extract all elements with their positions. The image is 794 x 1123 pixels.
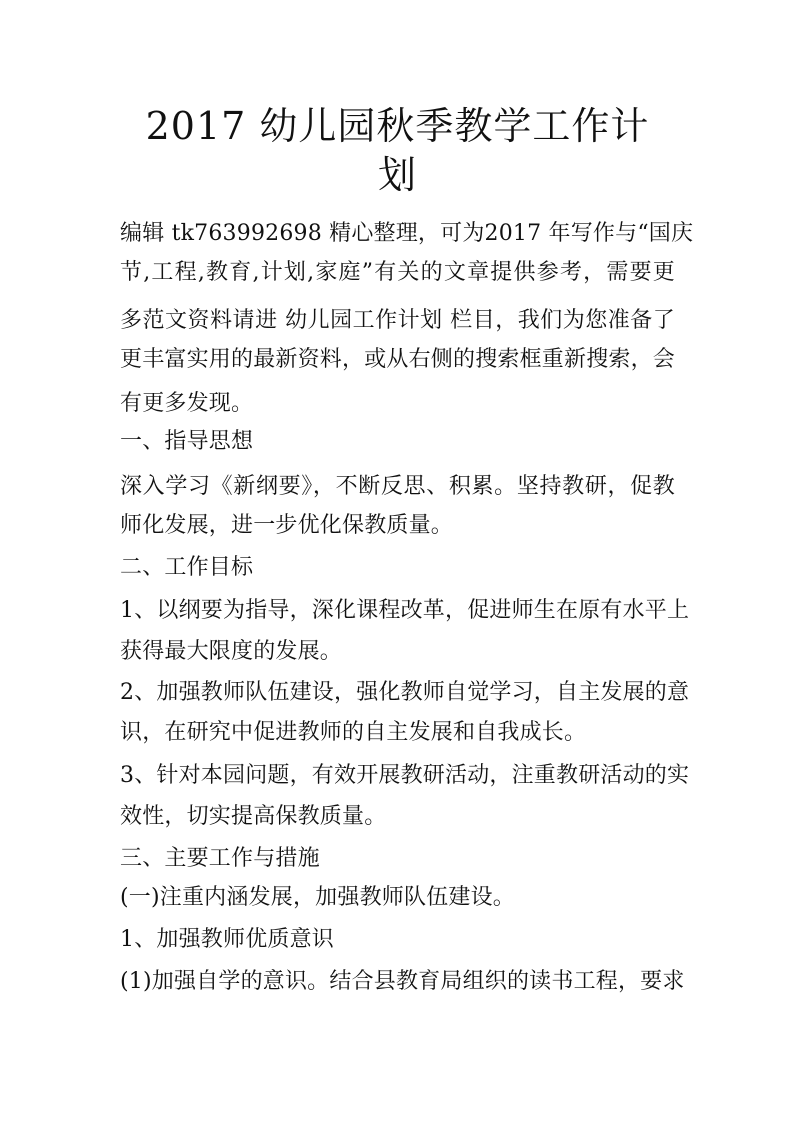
intro-line-5: 有更多发现。 <box>120 391 254 416</box>
document-title-line-2: 划 <box>377 153 417 197</box>
section1-line-2: 师化发展，进一步优化保教质量。 <box>120 513 454 538</box>
subheading-teacher-team: (一)注重内涵发展，加强教师队伍建设。 <box>120 885 515 910</box>
goal2-line-1: 2、加强教师队伍建设，强化教师自觉学习，自主发展的意 <box>120 680 690 705</box>
section-heading-main-work: 三、主要工作与措施 <box>120 846 320 871</box>
item-teacher-quality-awareness: 1、加强教师优质意识 <box>120 927 334 952</box>
intro-line-3: 多范文资料请进 幼儿园工作计划 栏目，我们为您准备了 <box>120 308 675 333</box>
section-heading-work-goals: 二、工作目标 <box>120 555 254 580</box>
goal1-line-2: 获得最大限度的发展。 <box>120 639 343 664</box>
intro-line-1: 编辑 tk763992698 精心整理，可为2017 年写作与“国庆 <box>120 221 694 246</box>
intro-line-4: 更丰富实用的最新资料，或从右侧的搜索框重新搜索，会 <box>120 347 676 372</box>
section1-line-1: 深入学习《新纲要》，不断反思、积累。坚持教研，促教 <box>120 474 675 499</box>
intro-line-2: 节,工程,教育,计划,家庭”有关的文章提供参考，需要更 <box>120 260 675 285</box>
goal3-line-1: 3、针对本园问题，有效开展教研活动，注重教研活动的实 <box>120 763 690 788</box>
goal3-line-2: 效性，切实提高保教质量。 <box>120 804 387 829</box>
document-title-line-1: 2017 幼儿园秋季教学工作计 <box>145 104 650 148</box>
item-self-study-awareness: (1)加强自学的意识。结合县教育局组织的读书工程，要求 <box>120 969 685 994</box>
goal1-line-1: 1、以纲要为指导，深化课程改革，促进师生在原有水平上 <box>120 598 690 623</box>
section-heading-guiding-thought: 一、指导思想 <box>120 429 254 454</box>
goal2-line-2: 识，在研究中促进教师的自主发展和自我成长。 <box>120 720 587 745</box>
